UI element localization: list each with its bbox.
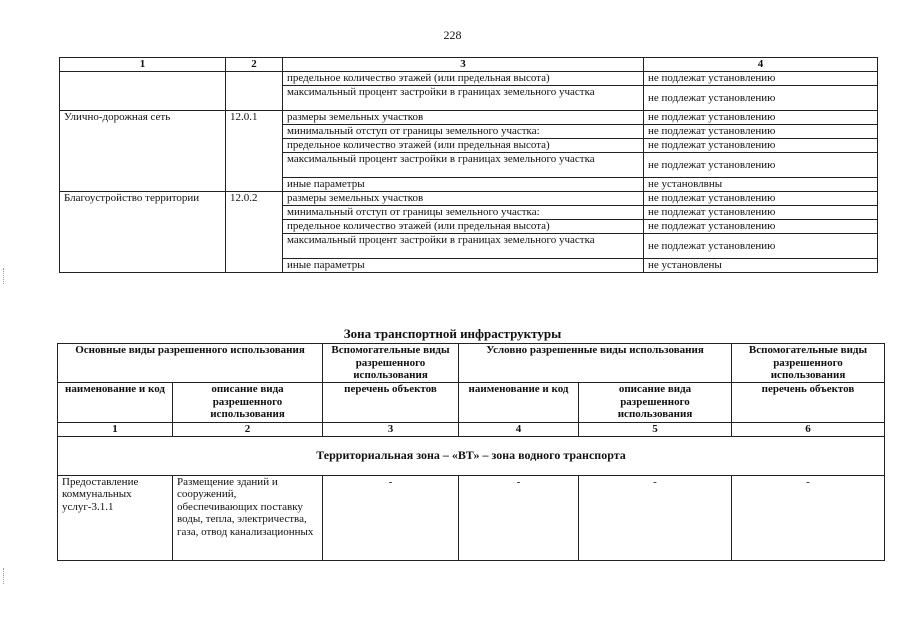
use-code-cell: 12.0.1 <box>226 111 283 192</box>
dash-cell: - <box>459 475 579 560</box>
zone-title: Зона транспортной инфраструктуры <box>343 326 562 341</box>
name-code-header-2: наименование и код <box>459 383 579 423</box>
value-cell: не подлежат установлению <box>644 234 878 259</box>
column-number: 4 <box>459 423 579 437</box>
page-number: 228 <box>443 28 462 42</box>
dash-cell: - <box>579 475 732 560</box>
value-cell: не установлвны <box>644 178 878 192</box>
value-cell: не подлежат установлению <box>644 125 878 139</box>
value-cell: не подлежат установлению <box>644 153 878 178</box>
value-cell: не подлежат установлению <box>644 111 878 125</box>
scan-mark <box>3 268 6 284</box>
value-cell: не подлежат установлению <box>644 139 878 153</box>
table-header-row <box>60 58 878 72</box>
column-number: 3 <box>323 423 459 437</box>
name-code-header: наименование и код <box>58 383 173 423</box>
table-row <box>58 475 885 560</box>
use-name-cell: Улично-дорожная сеть <box>60 111 226 192</box>
use-name-cell: Благоустройство территории <box>60 192 226 273</box>
param-cell: размеры земельных участков <box>283 192 644 206</box>
value-cell: не подлежат установлению <box>644 206 878 220</box>
param-cell: максимальный процент застройки в границах земельного участка <box>283 234 644 259</box>
param-cell: максимальный процент застройки в границах земельного участка <box>283 153 644 178</box>
empty-cell <box>226 72 283 111</box>
value-cell: не подлежат установлению <box>644 192 878 206</box>
column-number: 6 <box>732 423 885 437</box>
column-number: 2 <box>173 423 323 437</box>
empty-cell <box>60 72 226 111</box>
main-uses-header: Основные виды разрешенного использования <box>58 344 323 383</box>
use-name-cell: Предоставление коммунальных услуг-3.1.1 <box>58 475 173 560</box>
value-cell: не установлены <box>644 259 878 273</box>
aux-uses-header: Вспомогательные виды разрешенного использования <box>323 344 459 383</box>
header-cell: 1 <box>60 58 226 72</box>
param-cell: предельное количество этажей (или предельная высота) <box>283 220 644 234</box>
dash-cell: - <box>732 475 885 560</box>
header-cell: 2 <box>226 58 283 72</box>
param-cell: предельное количество этажей (или предельная высота) <box>283 72 644 86</box>
table-row <box>60 192 878 206</box>
description-header-2: описание вида разрешенного использования <box>579 383 732 423</box>
table-row <box>60 111 878 125</box>
group-header-row <box>58 344 885 383</box>
param-cell: минимальный отступ от границы земельного участка: <box>283 206 644 220</box>
value-cell: не подлежат установлению <box>644 86 878 111</box>
use-code-cell: 12.0.2 <box>226 192 283 273</box>
param-cell: максимальный процент застройки в границах земельного участка <box>283 86 644 111</box>
column-number: 5 <box>579 423 732 437</box>
description-header: описание вида разрешенного использования <box>173 383 323 423</box>
objects-header-2: перечень объектов <box>732 383 885 423</box>
zone-name: Территориальная зона – «ВТ» – зона водного транспорта <box>58 436 885 475</box>
dash-cell: - <box>323 475 459 560</box>
objects-header: перечень объектов <box>323 383 459 423</box>
table-row <box>60 72 878 86</box>
aux-uses-header-2: Вспомогательные виды разрешенного использования <box>732 344 885 383</box>
header-cell: 3 <box>283 58 644 72</box>
column-number-row <box>58 423 885 437</box>
value-cell: не подлежат установлению <box>644 72 878 86</box>
regulations-table <box>59 57 878 273</box>
header-cell: 4 <box>644 58 878 72</box>
value-cell: не подлежат установлению <box>644 220 878 234</box>
param-cell: иные параметры <box>283 178 644 192</box>
param-cell: размеры земельных участков <box>283 111 644 125</box>
param-cell: иные параметры <box>283 259 644 273</box>
use-description-cell: Размещение зданий и сооружений, обеспечивающих поставку воды, тепла, электричества, газа, отвод канализационных <box>173 475 323 560</box>
zone-uses-table <box>57 343 885 561</box>
param-cell: предельное количество этажей (или предельная высота) <box>283 139 644 153</box>
column-number: 1 <box>58 423 173 437</box>
param-cell: минимальный отступ от границы земельного участка: <box>283 125 644 139</box>
scan-mark <box>3 568 6 584</box>
zone-row <box>58 436 885 475</box>
conditional-uses-header: Условно разрешенные виды использования <box>459 344 732 383</box>
sub-header-row <box>58 383 885 423</box>
